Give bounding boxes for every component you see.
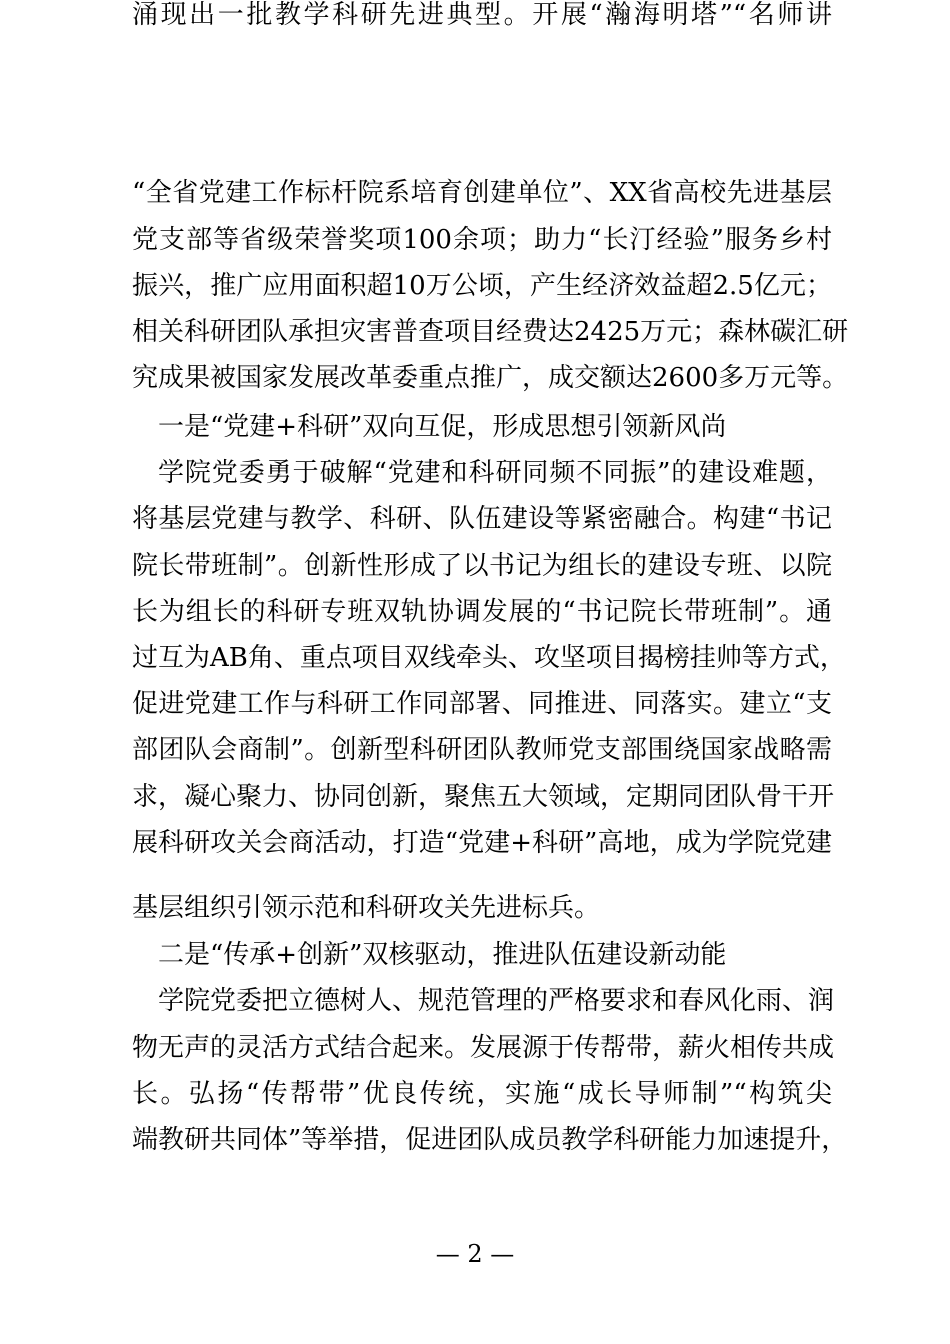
paragraph-line: 涌现出一批教学科研先进典型。开展“瀚海明塔”“名师讲 — [132, 0, 832, 30]
paragraph-line: 端教研共同体”等举措，促进团队成员教学科研能力加速提升， — [132, 1125, 848, 1155]
paragraph-line: 长。弘扬“传帮带”优良传统，实施“成长导师制”“构筑尖 — [132, 1079, 832, 1109]
page-number: — 2 — — [435, 1240, 515, 1268]
paragraph-line: 展科研攻关会商活动，打造“党建+科研”高地，成为学院党建 — [132, 828, 832, 858]
paragraph-line: 学院党委勇于破解“党建和科研同频不同振”的建设难题， — [158, 458, 832, 488]
paragraph-line: 将基层党建与教学、科研、队伍建设等紧密融合。构建“书记 — [132, 504, 832, 534]
paragraph-line: “全省党建工作标杆院系培育创建单位”、XX省高校先进基层 — [132, 178, 832, 208]
paragraph-line: 求，凝心聚力、协同创新，聚焦五大领域，定期同团队骨干开 — [132, 782, 835, 812]
paragraph-line: 过互为AB角、重点项目双线牵头、攻坚项目揭榜挂帅等方式， — [132, 643, 846, 673]
section-heading: 二是“传承+创新”双核驱动，推进队伍建设新动能 — [158, 940, 727, 970]
paragraph-line: 长为组长的科研专班双轨协调发展的“书记院长带班制”。通 — [132, 597, 832, 627]
paragraph-line: 学院党委把立德树人、规范管理的严格要求和春风化雨、润 — [158, 986, 835, 1016]
paragraph-line: 究成果被国家发展改革委重点推广，成交额达2600多万元等。 — [132, 363, 849, 393]
paragraph-line: 院长带班制”。创新性形成了以书记为组长的建设专班、以院 — [132, 551, 832, 581]
section-heading: 一是“党建+科研”双向互促，形成思想引领新风尚 — [158, 412, 727, 442]
paragraph-line: 部团队会商制”。创新型科研团队教师党支部围绕国家战略需 — [132, 735, 832, 765]
paragraph-line: 促进党建工作与科研工作同部署、同推进、同落实。建立“支 — [132, 689, 832, 719]
paragraph-line: 党支部等省级荣誉奖项100余项；助力“长汀经验”服务乡村 — [132, 225, 832, 255]
paragraph-line: 基层组织引领示范和科研攻关先进标兵。 — [132, 893, 601, 923]
paragraph-line: 振兴，推广应用面积超10万公顷，产生经济效益超2.5亿元； — [132, 271, 832, 301]
paragraph-line: 物无声的灵活方式结合起来。发展源于传帮带，薪火相传共成 — [132, 1033, 835, 1063]
paragraph-line: 相关科研团队承担灾害普查项目经费达2425万元；森林碳汇研 — [132, 317, 849, 347]
